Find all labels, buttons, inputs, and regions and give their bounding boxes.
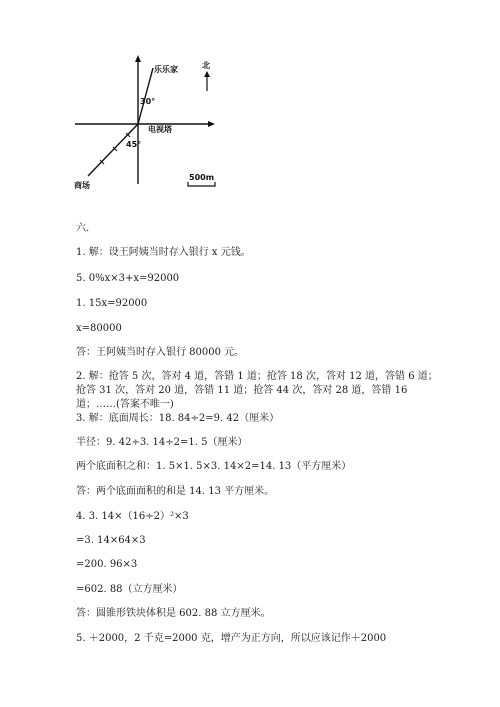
- line-to-mall: [88, 124, 138, 176]
- text-line: 3. 解：底面周长：18. 84÷2=9. 42（厘米）: [76, 413, 280, 424]
- text-line: x=80000: [76, 323, 122, 334]
- scale-bar: [183, 170, 223, 192]
- text-line: =602. 88（立方厘米）: [76, 584, 183, 595]
- north-indicator: [198, 58, 218, 98]
- label-lelejia: 乐乐家: [154, 65, 178, 74]
- line-to-lelejia: [138, 68, 156, 124]
- scale-line: [188, 182, 215, 186]
- east-arrowhead: [208, 121, 215, 127]
- text-line: 答：圆锥形铁块体积是 602. 88 立方厘米。: [76, 608, 271, 619]
- label-tower: 电视塔: [148, 125, 172, 134]
- text-line: 2. 解：抢答 5 次，答对 4 道，答错 1 道；抢答 18 次，答对 12 道，答错 6 道；: [76, 371, 438, 382]
- text-line: 1. 解：设王阿姨当时存入银行 x 元钱。: [76, 247, 251, 258]
- text-line: 5. ＋2000，2 千克=2000 克，增产为正方向，所以应该记作＋2000: [76, 633, 387, 644]
- text-line: 4. 3. 14×（16÷2）²×3: [76, 511, 189, 522]
- text-line: 道；……(答案不唯一): [76, 399, 174, 410]
- angle-30-label: 30°: [140, 97, 156, 106]
- direction-diagram-svg: [70, 50, 250, 200]
- section-title: 六.: [76, 223, 90, 234]
- angle-45-label: 45°: [126, 140, 142, 149]
- text-line: 答：两个底面面积的和是 14. 13 平方厘米。: [76, 486, 275, 497]
- text-line: 5. 0%x×3+x=92000: [76, 273, 180, 284]
- north-label: 北: [202, 61, 210, 70]
- north-arrow-head: [204, 71, 210, 77]
- text-line: 1. 15x=92000: [76, 298, 148, 309]
- text-line: =200. 96×3: [76, 559, 138, 570]
- north-arrowhead: [135, 55, 141, 62]
- direction-diagram: [70, 50, 250, 200]
- text-line: 答：王阿姨当时存入银行 80000 元。: [76, 347, 245, 358]
- scale-label: 500m: [189, 173, 215, 182]
- text-line: =3. 14×64×3: [76, 535, 146, 546]
- text-line: 抢答 31 次，答对 20 道，答错 11 道；抢答 44 次，答对 28 道，答错 16: [76, 385, 408, 396]
- text-line: 两个底面积之和：1. 5×1. 5×3. 14×2=14. 13（平方厘米）: [76, 461, 352, 472]
- text-line: 半径：9. 42÷3. 14÷2=1. 5（厘米）: [76, 437, 248, 448]
- label-mall: 商场: [74, 181, 90, 190]
